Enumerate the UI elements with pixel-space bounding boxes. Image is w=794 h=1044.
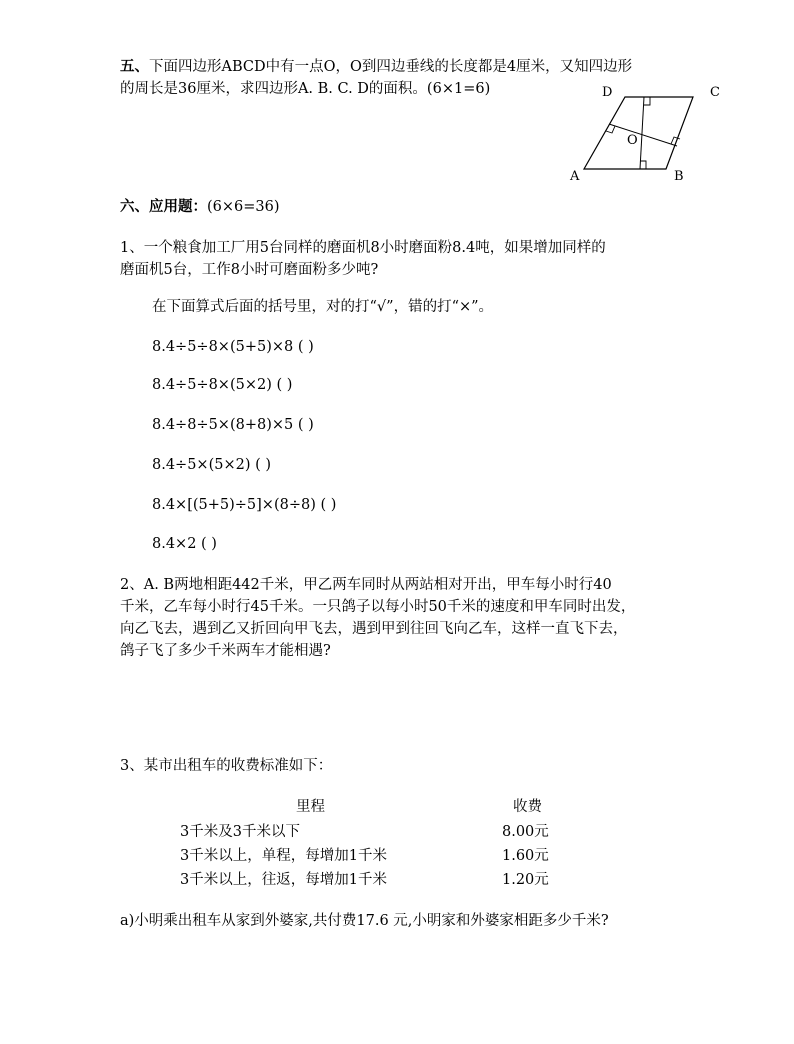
q1-instruction: 在下面算式后面的括号里，对的打“√”，错的打“×”。 [152, 299, 494, 315]
section6-title: 六、应用题： [120, 198, 207, 215]
right-angle-top [644, 97, 650, 105]
label-c: C [710, 85, 720, 100]
quadrilateral-figure [560, 80, 740, 190]
perpendicular-horizontal [609, 124, 677, 146]
table-row-distance: 3千米及3千米以下 [180, 824, 300, 840]
q3-sub-a: a)小明乘出租车从家到外婆家,共付费17.6 元,小明家和外婆家相距多少千米? [120, 913, 609, 929]
table-row-fee: 1.20元 [502, 872, 549, 888]
label-a: A [570, 169, 580, 184]
section5-line2: 的周长是36厘米，求四边形A. B. C. D的面积。(6×1=6) [120, 81, 491, 97]
section5-text-1: 下面四边形ABCD中有一点O，O到四边垂线的长度都是4厘米，又知四边形 [149, 59, 633, 75]
label-o: O [627, 133, 638, 148]
q1-option: 8.4÷5÷8×(5+5)×8 ( ) [152, 339, 314, 355]
q1-option: 8.4÷5÷8×(5×2) ( ) [152, 377, 293, 393]
table-header-fee: 收费 [513, 799, 542, 815]
q1-option: 8.4×2 ( ) [152, 536, 217, 552]
q2-line3: 向乙飞去，遇到乙又折回向甲飞去，遇到甲到往回飞向乙车，这样一直飞下去， [120, 621, 628, 637]
section6-heading [120, 196, 280, 218]
q1-line2: 磨面机5台，工作8小时可磨面粉多少吨? [120, 262, 379, 278]
q1-line1: 1、一个粮食加工厂用5台同样的磨面机8小时磨面粉8.4吨，如果增加同样的 [120, 240, 606, 256]
section6-score: (6×6=36) [207, 199, 280, 215]
q2-line1: 2、A. B两地相距442千米，甲乙两车同时从两站相对开出，甲车每小时行40 [120, 577, 612, 593]
table-row-distance: 3千米以上，单程，每增加1千米 [180, 848, 387, 864]
q2-line2: 千米，乙车每小时行45千米。一只鸽子以每小时50千米的速度和甲车同时出发， [120, 599, 636, 615]
section5-title: 五、 [120, 58, 149, 75]
q1-option: 8.4÷8÷5×(8+8)×5 ( ) [152, 417, 314, 433]
section5-line1 [120, 56, 632, 78]
perpendicular-vertical [640, 97, 644, 169]
q2-line4: 鸽子飞了多少千米两车才能相遇? [120, 643, 331, 659]
table-header-distance: 里程 [296, 799, 325, 815]
label-b: B [674, 169, 684, 184]
label-d: D [602, 85, 613, 100]
q1-option: 8.4×[(5+5)÷5]×(8÷8) ( ) [152, 497, 337, 513]
table-row-fee: 1.60元 [502, 848, 549, 864]
right-angle-bottom [640, 161, 646, 169]
table-row-distance: 3千米以上，往返，每增加1千米 [180, 872, 387, 888]
q1-option: 8.4÷5×(5×2) ( ) [152, 457, 272, 473]
quadrilateral-outline [584, 97, 693, 169]
q3-line1: 3、某市出租车的收费标准如下： [120, 758, 333, 774]
table-row-fee: 8.00元 [502, 824, 549, 840]
